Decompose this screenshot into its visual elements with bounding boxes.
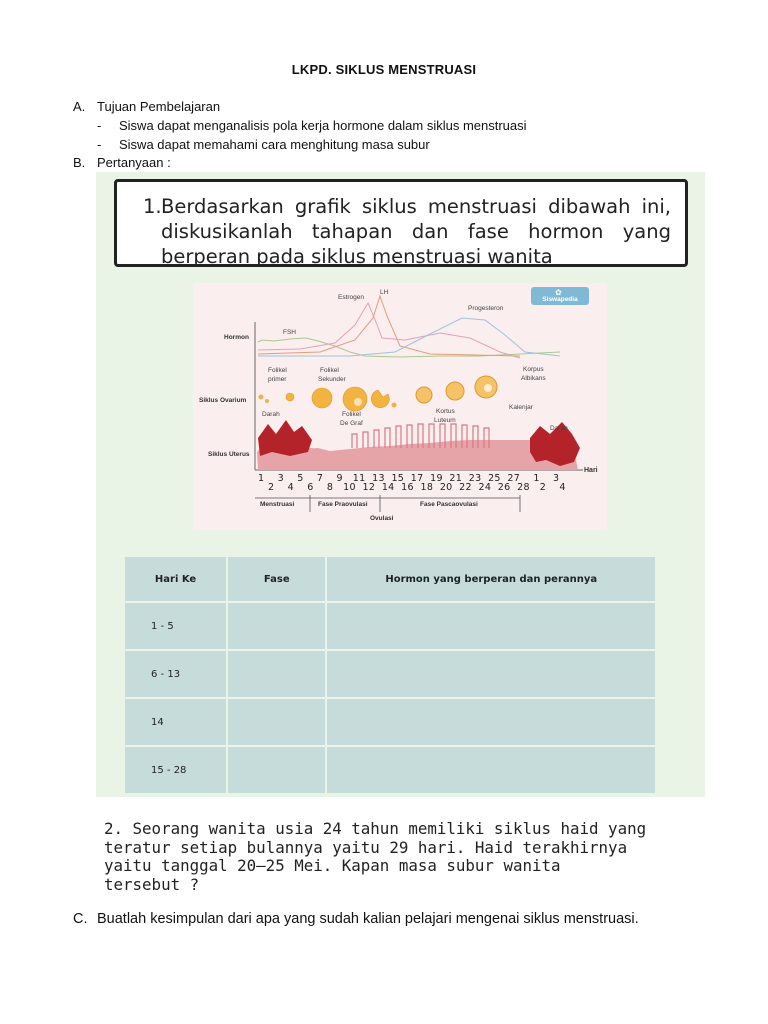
- cell-fase[interactable]: [227, 698, 326, 746]
- cell-hari: 6 - 13: [125, 650, 227, 698]
- lh-label: LH: [380, 289, 389, 296]
- section-a-label: A.: [73, 99, 86, 114]
- follicle-sekunder: [312, 388, 332, 408]
- phase-label-praovulasi: Fase Praovulasi: [318, 501, 368, 508]
- ovary-label: Kalenjar: [509, 404, 533, 411]
- progesteron-curve: [258, 318, 560, 356]
- estrogen-label: Estrogen: [338, 294, 365, 301]
- ovary-label: primer: [268, 376, 287, 383]
- section-c-text: Buatlah kesimpulan dari apa yang sudah kalian pelajari mengenai siklus menstruasi.: [97, 911, 639, 927]
- cell-fase[interactable]: [227, 746, 326, 794]
- row-label-hormon: Hormon: [224, 334, 249, 341]
- question-2-line: yaitu tanggal 20–25 Mei. Kapan masa subur wanita: [104, 856, 561, 875]
- follicle-degraf: [343, 387, 367, 411]
- question-2-line: tersebut ?: [104, 874, 200, 894]
- kalenjar-core: [484, 384, 492, 392]
- table-row: [125, 650, 656, 698]
- day-ticks-even: 2 4 6 8 10 12 14 16 18 20 22 24 26 28 2 4: [268, 482, 566, 493]
- question-2-line: 2. Seorang wanita usia 24 tahun memiliki siklus haid yang: [104, 819, 647, 838]
- korpus-luteum: [416, 387, 432, 403]
- phase-table: [125, 557, 657, 795]
- ovum: [392, 403, 397, 408]
- table-row: [125, 602, 656, 650]
- bullet-dash: -: [97, 137, 102, 152]
- bullet-dash: -: [97, 118, 102, 133]
- section-c-label: C.: [73, 911, 88, 927]
- phase-label-menstruasi: Menstruasi: [260, 501, 295, 508]
- objective-text: Siswa dapat memahami cara menghitung masa subur: [119, 137, 430, 152]
- question-2: [104, 820, 714, 894]
- siswapedia-logo: [531, 287, 589, 305]
- ovary-label: Sekunder: [318, 376, 346, 383]
- follicle-primer: [259, 395, 264, 400]
- column-header-hormon: Hormon yang berperan dan perannya: [326, 557, 656, 602]
- ovary-label: Folikel: [268, 367, 287, 374]
- cell-hari: 15 - 28: [125, 746, 227, 794]
- table-header-row: [125, 557, 656, 602]
- follicle-degraf-cavity: [354, 398, 362, 406]
- question-1-text: Berdasarkan grafik siklus menstruasi dibawah ini, diskusikanlah tahapan dan fase hormon yang berperan pada siklus menstruasi wanita: [161, 195, 671, 268]
- progesteron-label: Progesteron: [468, 305, 504, 312]
- day-axis-label: Hari: [584, 467, 598, 474]
- blood-label: Darah: [262, 411, 280, 418]
- row-label-uterus: Siklus Uterus: [208, 451, 250, 458]
- cell-hormon[interactable]: [326, 746, 656, 794]
- section-b-heading: Pertanyaan :: [97, 155, 171, 170]
- cell-hormon[interactable]: [326, 698, 656, 746]
- flower-icon: ✿: [555, 288, 562, 297]
- table-row: [125, 746, 656, 794]
- question-1-number: 1.: [143, 195, 162, 218]
- cell-hormon[interactable]: [326, 650, 656, 698]
- fsh-label: FSH: [283, 329, 296, 336]
- phase-label-pascaovulasi: Fase Pascaovulasi: [420, 501, 478, 508]
- cell-fase[interactable]: [227, 650, 326, 698]
- blood-left: [258, 420, 312, 456]
- section-b-label: B.: [73, 155, 86, 170]
- ovary-label: Korpus: [523, 366, 544, 373]
- section-a-heading: Tujuan Pembelajaran: [97, 99, 221, 114]
- ovary-label: Albikans: [521, 375, 546, 382]
- objective-text: Siswa dapat menganalisis pola kerja hormone dalam siklus menstruasi: [119, 118, 527, 133]
- ovary-label: Folikel: [320, 367, 339, 374]
- page-title: LKPD. SIKLUS MENSTRUASI: [291, 62, 477, 77]
- follicle-primer: [265, 399, 269, 403]
- ovary-label: Luteum: [434, 417, 456, 424]
- phase-label-ovulasi: Ovulasi: [370, 515, 394, 522]
- cell-hari: 1 - 5: [125, 602, 227, 650]
- question-2-line: teratur setiap bulannya yaitu 29 hari. Haid terakhirnya: [104, 837, 628, 857]
- fsh-curve: [258, 338, 560, 357]
- follicle-primer: [286, 393, 294, 401]
- follicle-ruptured: [371, 390, 389, 408]
- blood-label: Darah: [550, 425, 568, 432]
- column-header-fase: Fase: [227, 557, 326, 602]
- brand-label: Siswapedia: [542, 296, 578, 303]
- ovary-label: De Graf: [340, 420, 363, 427]
- row-label-ovarium: Siklus Ovarium: [199, 397, 247, 404]
- column-header-hari: Hari Ke: [125, 557, 227, 602]
- ovary-label: Folikel: [342, 411, 361, 418]
- korpus-luteum: [446, 382, 464, 400]
- cell-fase[interactable]: [227, 602, 326, 650]
- cell-hormon[interactable]: [326, 602, 656, 650]
- cell-hari: 14: [125, 698, 227, 746]
- table-row: [125, 698, 656, 746]
- ovary-label: Kortus: [436, 408, 455, 415]
- day-ticks-odd: 1 3 5 7 9 11 13 15 17 19 21 23 25 27 1 3: [258, 473, 560, 484]
